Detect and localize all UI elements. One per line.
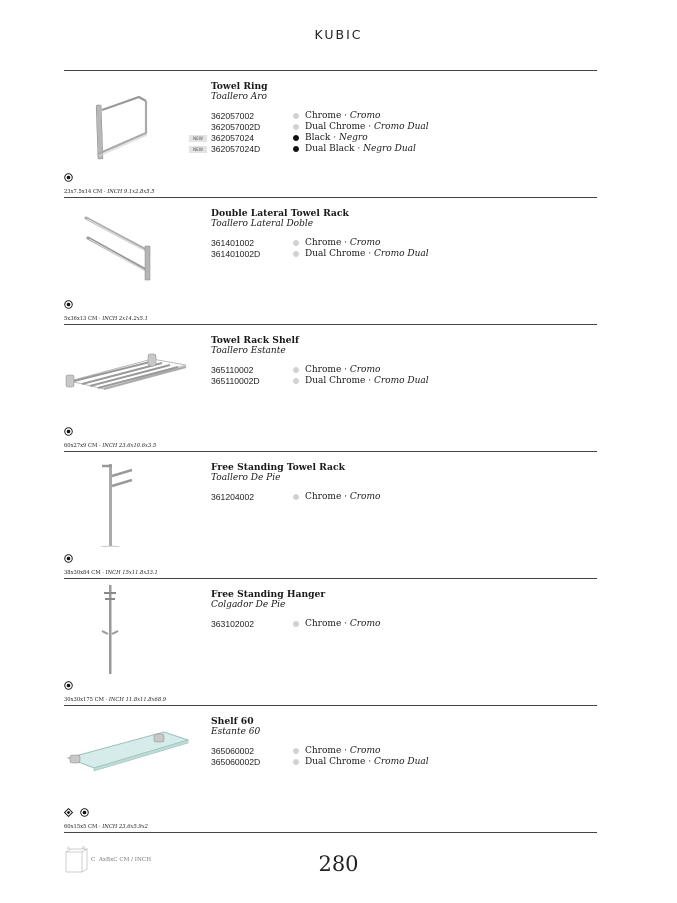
variant-row xyxy=(189,238,519,249)
product-subtitle: Estante 60 xyxy=(211,727,261,737)
dimensions: 60x27x9 CM · INCH 23.6x10.6x3.5 xyxy=(64,443,157,449)
legend-label-a: A xyxy=(67,845,70,850)
screw-mount-icon xyxy=(64,681,73,690)
product-title: Free Standing Towel Rack xyxy=(211,462,345,473)
product-shelf-60 xyxy=(64,706,597,832)
dimension-legend-text: C AxBxC CM / INCH xyxy=(91,857,152,863)
product-title: Towel Ring xyxy=(211,81,268,92)
variant-row xyxy=(189,122,519,133)
mount-icons xyxy=(64,300,75,310)
chrome-swatch-icon xyxy=(293,240,299,246)
finish-name: Dual Black · Negro Dual xyxy=(305,144,416,154)
variant-row xyxy=(189,376,519,387)
product-free-standing-towel-rack xyxy=(64,452,597,578)
product-subtitle: Colgador De Pie xyxy=(211,600,286,610)
product-code: 365060002D xyxy=(211,757,261,767)
product-title: Shelf 60 xyxy=(211,716,254,727)
finish-name: Dual Chrome · Cromo Dual xyxy=(305,122,429,132)
mount-icons xyxy=(64,173,75,183)
product-code: 361401002D xyxy=(211,249,261,259)
product-code: 362057002D xyxy=(211,122,261,132)
variant-row xyxy=(189,133,519,144)
product-towel-ring xyxy=(64,71,597,197)
new-badge: NEW xyxy=(189,135,207,142)
variant-list xyxy=(189,111,519,155)
chrome-swatch-icon xyxy=(293,748,299,754)
variant-list xyxy=(189,365,519,387)
variant-row xyxy=(189,111,519,122)
product-image-free-standing-towel-rack xyxy=(64,452,199,547)
chrome-swatch-icon xyxy=(293,378,299,384)
product-image-towel-rack-shelf xyxy=(64,325,199,420)
mount-icons xyxy=(64,808,91,818)
product-subtitle: Toallero Estante xyxy=(211,346,286,356)
mount-icons xyxy=(64,681,75,691)
product-code: 361204002 xyxy=(211,492,255,502)
product-title: Free Standing Hanger xyxy=(211,589,326,600)
product-subtitle: Toallero De Pie xyxy=(211,473,281,483)
finish-name: Chrome · Cromo xyxy=(305,365,381,375)
variant-list xyxy=(189,238,519,260)
product-title: Towel Rack Shelf xyxy=(211,335,299,346)
product-image-double-lateral-towel-rack xyxy=(64,198,199,293)
variant-row xyxy=(189,619,519,630)
mount-icons xyxy=(64,554,75,564)
chrome-swatch-icon xyxy=(293,621,299,627)
variant-row xyxy=(189,757,519,768)
variant-list xyxy=(189,492,519,503)
product-code: 362057024 xyxy=(211,133,255,143)
finish-name: Chrome · Cromo xyxy=(305,111,381,121)
legend-label-b: B xyxy=(82,845,85,850)
dimensions: 30x30x175 CM · INCH 11.8x11.8x68.9 xyxy=(64,697,167,703)
product-subtitle: Toallero Lateral Doble xyxy=(211,219,314,229)
dimensions: 60x15x5 CM · INCH 23.6x5.9x2 xyxy=(64,824,148,830)
chrome-swatch-icon xyxy=(293,759,299,765)
dimensions: 23x7.5x14 CM · INCH 9.1x2.8x5.5 xyxy=(64,189,155,195)
finish-name: Chrome · Cromo xyxy=(305,746,381,756)
finish-name: Chrome · Cromo xyxy=(305,492,381,502)
product-double-lateral-towel-rack xyxy=(64,198,597,324)
variant-row xyxy=(189,144,519,155)
product-code: 361401002 xyxy=(211,238,255,248)
variant-row xyxy=(189,249,519,260)
chrome-swatch-icon xyxy=(293,124,299,130)
finish-name: Chrome · Cromo xyxy=(305,238,381,248)
product-code: 365110002 xyxy=(211,365,254,375)
chrome-swatch-icon xyxy=(293,367,299,373)
finish-name: Chrome · Cromo xyxy=(305,619,381,629)
chrome-swatch-icon xyxy=(293,251,299,257)
variant-row xyxy=(189,365,519,376)
variant-row xyxy=(189,492,519,503)
product-image-shelf-60 xyxy=(64,706,199,801)
finish-name: Dual Chrome · Cromo Dual xyxy=(305,376,429,386)
screw-mount-icon xyxy=(64,427,73,436)
product-code: 363102002 xyxy=(211,619,255,629)
finish-name: Black · Negro xyxy=(305,133,368,143)
brand-title: KUBIC xyxy=(314,27,363,42)
chrome-swatch-icon xyxy=(293,494,299,500)
dimensions: 5x36x13 CM · INCH 2x14.2x5.1 xyxy=(64,316,148,322)
page-number: 280 xyxy=(318,852,359,876)
divider-bottom xyxy=(64,832,597,833)
product-title: Double Lateral Towel Rack xyxy=(211,208,349,219)
finish-name: Dual Chrome · Cromo Dual xyxy=(305,757,429,767)
finish-name: Dual Chrome · Cromo Dual xyxy=(305,249,429,259)
dimensions: 38x30x84 CM · INCH 15x11.8x33.1 xyxy=(64,570,158,576)
screw-mount-icon xyxy=(64,554,73,563)
black-swatch-icon xyxy=(293,146,299,152)
chrome-swatch-icon xyxy=(293,113,299,119)
variant-list xyxy=(189,619,519,630)
mount-icons xyxy=(64,427,75,437)
product-code: 365060002 xyxy=(211,746,255,756)
screw-mount-icon xyxy=(64,300,73,309)
product-image-towel-ring xyxy=(64,71,199,166)
screw-mount-icon xyxy=(64,173,73,182)
screw-mount-icon xyxy=(80,808,89,817)
new-badge: NEW xyxy=(189,146,207,153)
variant-row xyxy=(189,746,519,757)
black-swatch-icon xyxy=(293,135,299,141)
product-code: 365110002D xyxy=(211,376,260,386)
product-towel-rack-shelf xyxy=(64,325,597,451)
adhesive-mount-icon xyxy=(64,808,73,817)
product-free-standing-hanger xyxy=(64,579,597,705)
product-code: 362057002 xyxy=(211,111,255,121)
product-code: 362057024D xyxy=(211,144,261,154)
variant-list xyxy=(189,746,519,768)
product-subtitle: Toallero Aro xyxy=(211,92,267,102)
product-image-free-standing-hanger xyxy=(64,579,199,674)
